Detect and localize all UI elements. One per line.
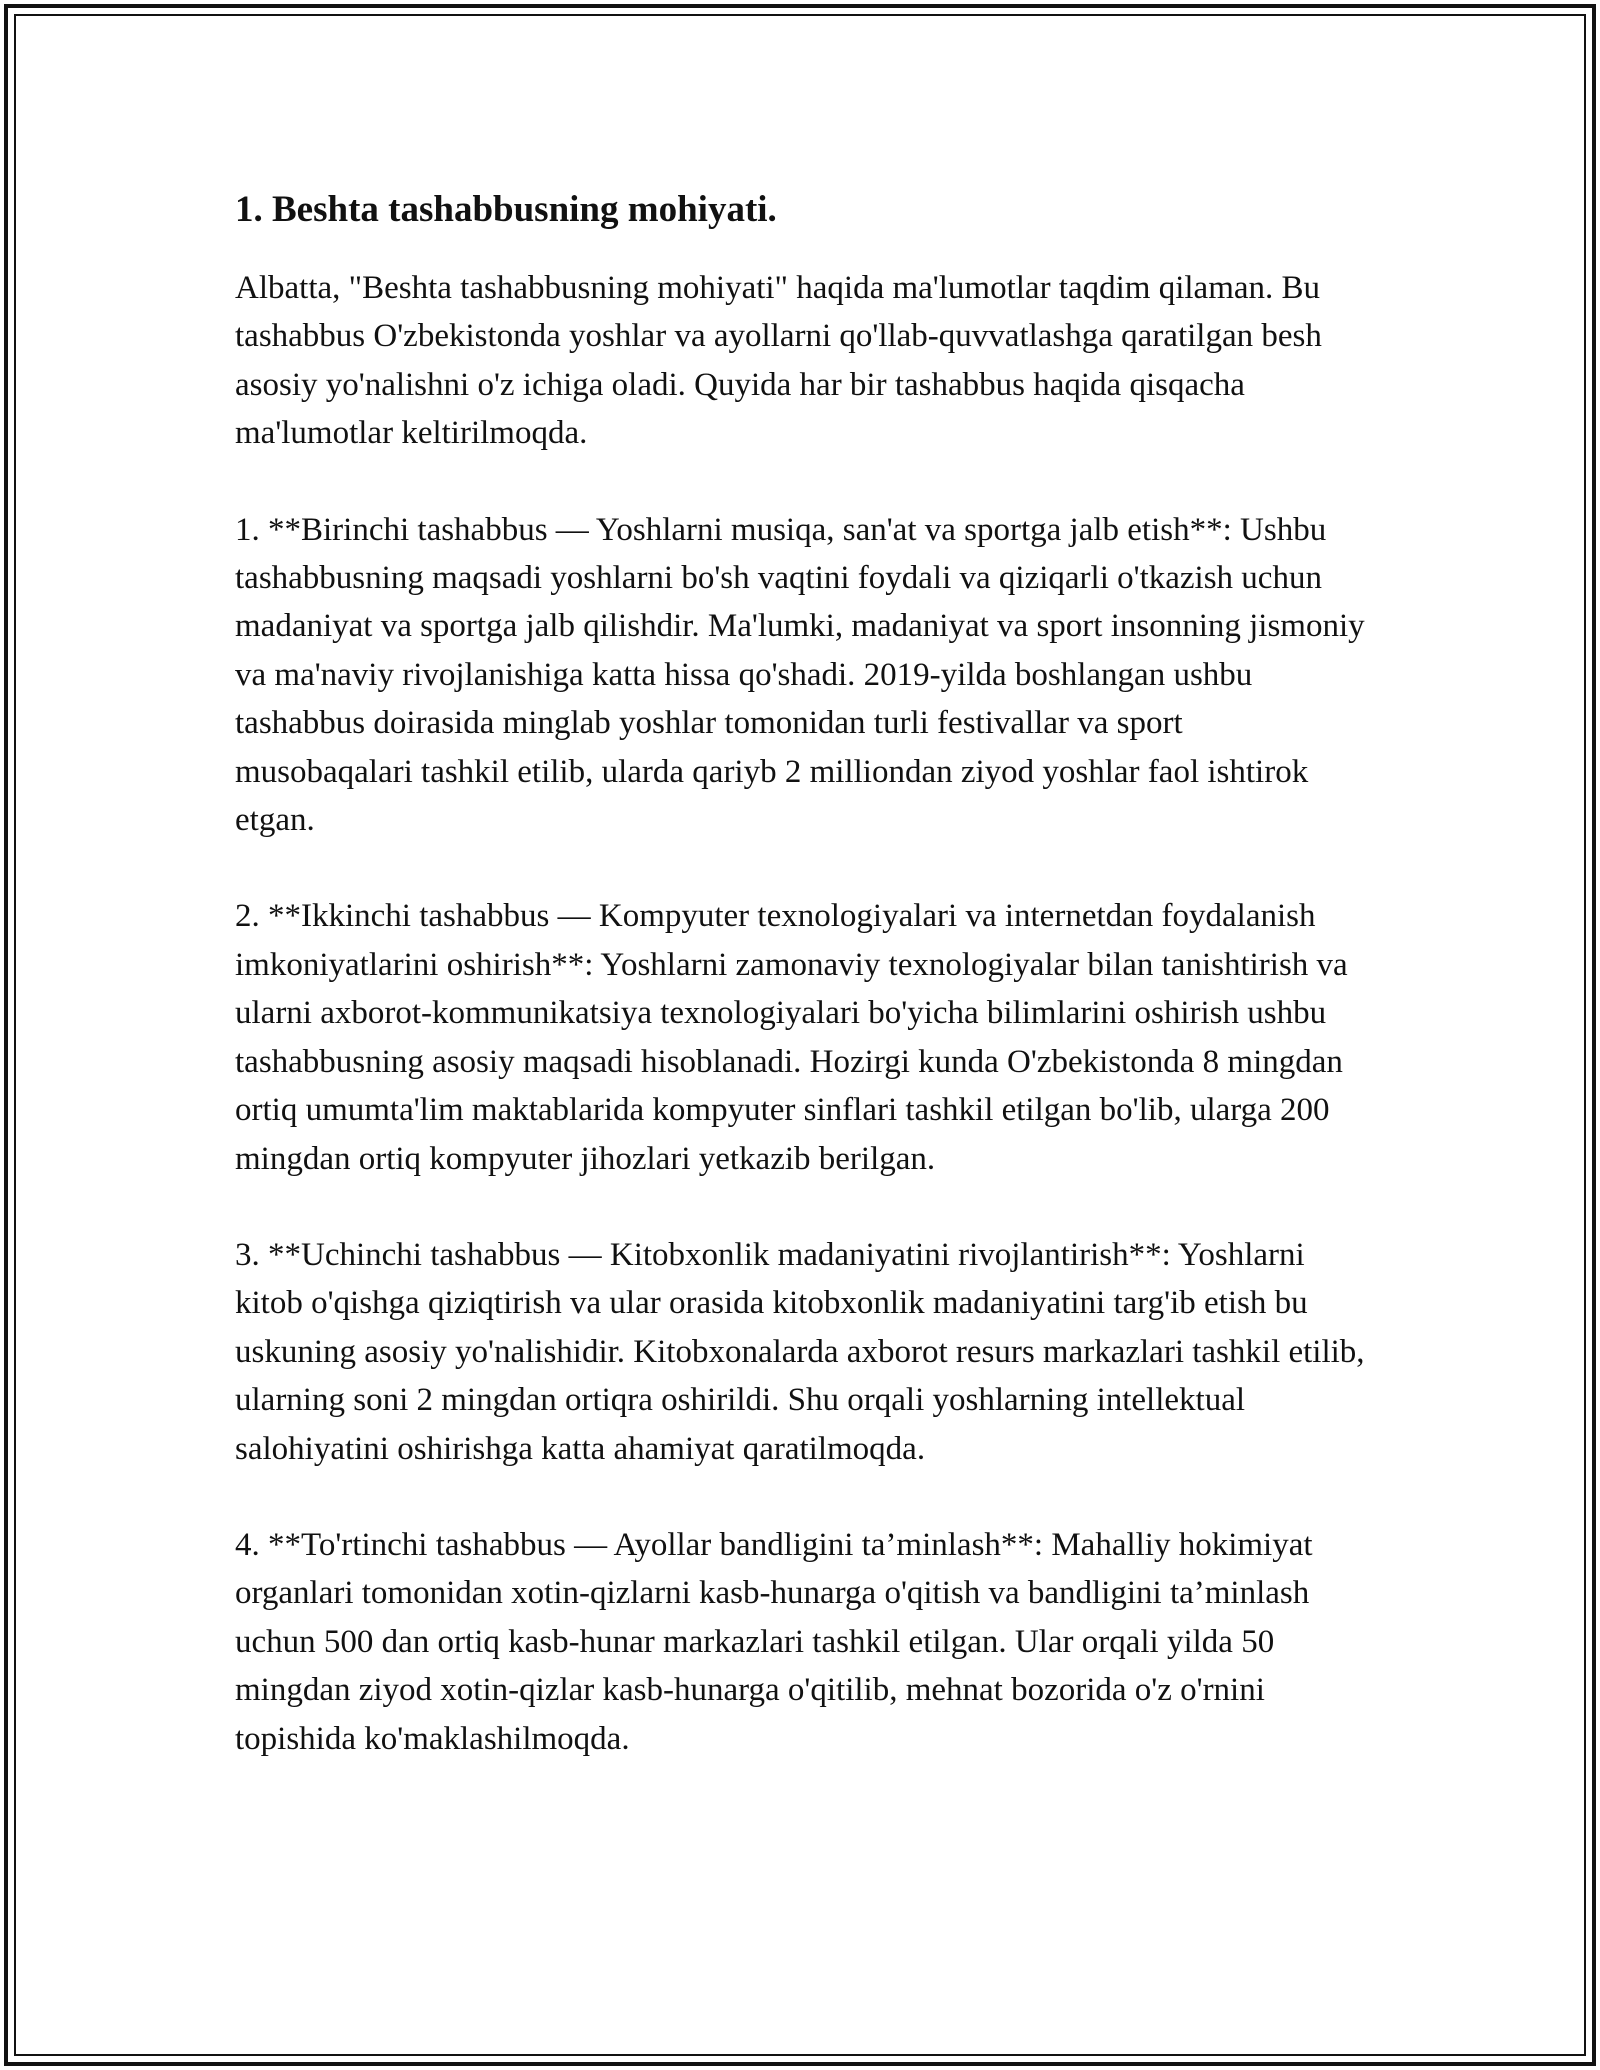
document-body [235,186,1365,1811]
intro-paragraph: Albatta, "Beshta tashabbusning mohiyati" haqida ma'lumotlar taqdim qilaman. Bu tashabbus O'zbekistonda yoshlar va ayollarni qo'llab-quvvatlashga qaratilgan besh asosiy yo'nalishni o'z ichiga oladi. Quyida har bir tashabbus haqida qisqacha ma'lumotlar keltirilmoqda. [235,270,1322,452]
initiative-4-paragraph: 4. **To'rtinchi tashabbus — Ayollar bandligini ta’minlash**: Mahalliy hokimiyat organlari tomonidan xotin-qizlarni kasb-hunarga o'qitish va bandligini ta’minlash uchun 500 dan ortiq kasb-hunar markazlari tashkil etilgan. Ular orqali yilda 50 mingdan ziyod xotin-qizlar kasb-hunarga o'qitilib, mehnat bozorida o'z o'rnini topishida ko'maklashilmoqda. [235,1526,1313,1757]
initiative-3-paragraph: 3. **Uchinchi tashabbus — Kitobxonlik madaniyatini rivojlantirish**: Yoshlarni kitob o'qishga qiziqtirish va ular orasida kitobxonlik madaniyatini targ'ib etish bu uskuning asosiy yo'nalishidir. Kitobxonalarda axborot resurs markazlari tashkil etilib, ularning soni 2 mingdan ortiqra oshirildi. Shu orqali yoshlarning intellektual salohiyatini oshirishga katta ahamiyat qaratilmoqda. [235,1236,1365,1467]
document-heading: 1. Beshta tashabbusning mohiyati. [235,189,777,230]
initiative-1-paragraph: 1. **Birinchi tashabbus — Yoshlarni musiqa, san'at va sportga jalb etish**: Ushbu tashabbusning maqsadi yoshlarni bo'sh vaqtini foydali va qiziqarli o'tkazish uchun madaniyat va sportga jalb qilishdir. Ma'lumki, madaniyat va sport insonning jismoniy va ma'naviy rivojlanishiga katta hissa qo'shadi. 2019-yilda boshlangan ushbu tashabbus doirasida minglab yoshlar tomonidan turli festivallar va sport musobaqalari tashkil etilib, ularda qariyb 2 milliondan ziyod yoshlar faol ishtirok etgan. [235,511,1365,839]
initiative-2-paragraph: 2. **Ikkinchi tashabbus — Kompyuter texnologiyalari va internetdan foydalanish imkoniyatlarini oshirish**: Yoshlarni zamonaviy texnologiyalar bilan tanishtirish va ularni axborot-kommunikatsiya texnologiyalari bo'yicha bilimlarini oshirish ushbu tashabbusning asosiy maqsadi hisoblanadi. Hozirgi kunda O'zbekistonda 8 mingdan ortiq umumta'lim maktablarida kompyuter sinflari tashkil etilgan bo'lib, ularga 200 mingdan ortiq kompyuter jihozlari yetkazib berilgan. [235,898,1348,1177]
